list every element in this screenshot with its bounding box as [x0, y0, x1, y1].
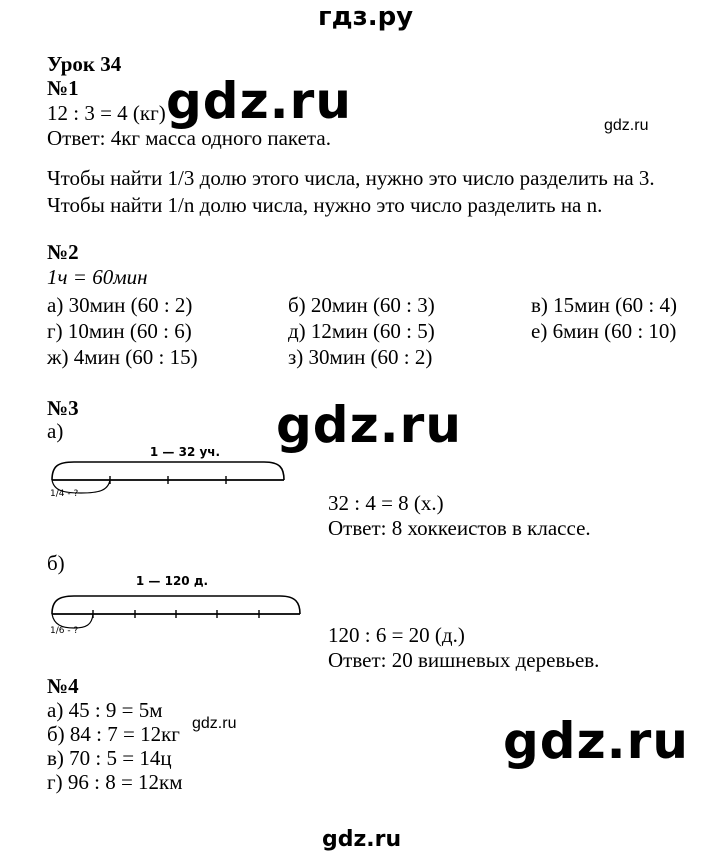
watermark-small-1: gdz.ru	[604, 117, 649, 134]
task4-item-b: б) 84 : 7 = 12кг	[47, 722, 180, 746]
task4-item-v: в) 70 : 5 = 14ц	[47, 746, 172, 770]
task1-number: №1	[47, 76, 79, 100]
watermark-large-3: gdz.ru	[503, 712, 689, 770]
task4-item-g: г) 96 : 8 = 12км	[47, 770, 183, 794]
diagram-a-fraction: 1/4 - ?	[50, 489, 79, 499]
segment-diagram-a	[44, 436, 294, 498]
diagram-b-fraction: 1/6 - ?	[50, 626, 79, 636]
task1-answer: Ответ: 4кг масса одного пакета.	[47, 126, 331, 150]
header-watermark: гдз.ру	[318, 2, 414, 32]
task2-item-b: б) 20мин (60 : 3)	[288, 293, 435, 317]
segment-diagram-b	[44, 567, 309, 635]
task3-number: №3	[47, 396, 79, 420]
task1-rule-1: Чтобы найти 1/3 долю этого числа, нужно это число разделить на 3.	[47, 166, 655, 190]
task3-part-a-label: а)	[47, 419, 64, 443]
task2-item-zh: ж) 4мин (60 : 15)	[47, 345, 198, 369]
task2-given: 1ч = 60мин	[47, 265, 148, 289]
watermark-small-2: gdz.ru	[192, 715, 237, 732]
task1-equation: 12 : 3 = 4 (кг)	[47, 101, 166, 125]
watermark-large-1: gdz.ru	[166, 72, 352, 130]
task3-b-equation: 120 : 6 = 20 (д.)	[328, 623, 465, 647]
footer-watermark: gdz.ru	[322, 827, 402, 852]
task2-item-g: г) 10мин (60 : 6)	[47, 319, 192, 343]
diagram-b-title: 1 — 120 д.	[135, 574, 209, 588]
task4-item-a: а) 45 : 9 = 5м	[47, 698, 163, 722]
task2-item-v: в) 15мин (60 : 4)	[531, 293, 677, 317]
task2-item-a: а) 30мин (60 : 2)	[47, 293, 193, 317]
task3-a-answer: Ответ: 8 хоккеистов в классе.	[328, 516, 591, 540]
task2-item-e: е) 6мин (60 : 10)	[531, 319, 677, 343]
lesson-title: Урок 34	[47, 52, 122, 76]
watermark-large-2: gdz.ru	[276, 396, 462, 454]
task2-item-z: з) 30мин (60 : 2)	[288, 345, 433, 369]
task2-item-d: д) 12мин (60 : 5)	[288, 319, 435, 343]
task3-part-b-label: б)	[47, 551, 65, 575]
task3-b-answer: Ответ: 20 вишневых деревьев.	[328, 648, 600, 672]
task3-a-equation: 32 : 4 = 8 (х.)	[328, 491, 444, 515]
task4-number: №4	[47, 674, 79, 698]
task2-number: №2	[47, 240, 79, 264]
task1-rule-2: Чтобы найти 1/n долю числа, нужно это число разделить на n.	[47, 193, 603, 217]
diagram-a-title: 1 — 32 уч.	[149, 445, 221, 459]
